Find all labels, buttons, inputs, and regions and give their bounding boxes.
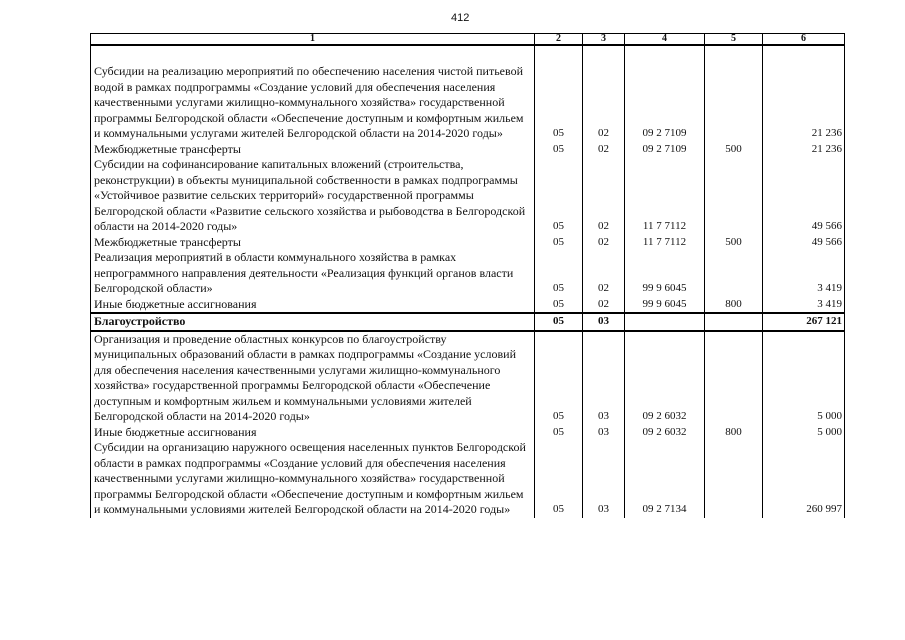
row-description: Межбюджетные трансферты bbox=[91, 142, 535, 158]
row-rz: 05 bbox=[535, 331, 583, 425]
row-rz: 05 bbox=[535, 142, 583, 158]
header-row bbox=[91, 34, 845, 46]
row-pr: 03 bbox=[583, 313, 625, 331]
row-vr bbox=[705, 250, 763, 297]
row-rz: 05 bbox=[535, 425, 583, 441]
row-rz: 05 bbox=[535, 157, 583, 235]
row-pr: 03 bbox=[583, 425, 625, 441]
row-vr: 800 bbox=[705, 297, 763, 314]
row-sum: 49 566 bbox=[763, 157, 845, 235]
page-number: 412 bbox=[451, 12, 470, 24]
table-row bbox=[91, 425, 845, 441]
row-csr: 09 2 7134 bbox=[625, 440, 705, 518]
row-csr: 09 2 6032 bbox=[625, 425, 705, 441]
row-csr: 09 2 6032 bbox=[625, 331, 705, 425]
row-sum: 260 997 bbox=[763, 440, 845, 518]
row-vr bbox=[705, 157, 763, 235]
row-csr: 11 7 7112 bbox=[625, 157, 705, 235]
row-sum: 5 000 bbox=[763, 331, 845, 425]
table-row bbox=[91, 331, 845, 425]
row-description: Иные бюджетные ассигнования bbox=[91, 425, 535, 441]
row-vr: 500 bbox=[705, 142, 763, 158]
row-csr: 99 9 6045 bbox=[625, 297, 705, 314]
row-pr: 02 bbox=[583, 235, 625, 251]
table-row bbox=[91, 157, 845, 235]
row-rz: 05 bbox=[535, 250, 583, 297]
row-csr bbox=[625, 313, 705, 331]
row-vr: 800 bbox=[705, 425, 763, 441]
section-row bbox=[91, 313, 845, 331]
budget-table bbox=[90, 33, 845, 518]
header-col-2: 2 bbox=[535, 34, 583, 46]
row-sum: 3 419 bbox=[763, 250, 845, 297]
row-csr: 99 9 6045 bbox=[625, 250, 705, 297]
header-col-3: 3 bbox=[583, 34, 625, 46]
row-sum: 5 000 bbox=[763, 425, 845, 441]
row-vr bbox=[705, 331, 763, 425]
table-row bbox=[91, 297, 845, 314]
section-title: Благоустройство bbox=[91, 313, 535, 331]
row-pr: 02 bbox=[583, 297, 625, 314]
row-pr: 02 bbox=[583, 157, 625, 235]
row-vr: 500 bbox=[705, 235, 763, 251]
row-description: Субсидии на софинансирование капитальных вложений (строительства, реконструкции) в объекты муниципальной собственности в рамках подпрограммы «Устойчивое развитие сельских территорий» государственной программы Белгородской области «Развитие сельского хозяйства и рыбоводства в Белгородской области на 2014-2020 годы» bbox=[91, 157, 535, 235]
row-sum: 3 419 bbox=[763, 297, 845, 314]
row-description: Реализация мероприятий в области коммунального хозяйства в рамках непрограммного направления деятельности «Реализация функций органов власти Белгородской области» bbox=[91, 250, 535, 297]
row-pr: 02 bbox=[583, 250, 625, 297]
row-csr: 09 2 7109 bbox=[625, 142, 705, 158]
row-vr bbox=[705, 64, 763, 142]
row-pr: 03 bbox=[583, 331, 625, 425]
header-col-5: 5 bbox=[705, 34, 763, 46]
row-pr: 02 bbox=[583, 142, 625, 158]
row-sum: 49 566 bbox=[763, 235, 845, 251]
section-sum: 267 121 bbox=[763, 313, 845, 331]
table-row bbox=[91, 440, 845, 518]
row-csr: 11 7 7112 bbox=[625, 235, 705, 251]
header-col-6: 6 bbox=[763, 34, 845, 46]
row-csr: 09 2 7109 bbox=[625, 64, 705, 142]
spacer-row bbox=[91, 45, 845, 64]
table-row bbox=[91, 250, 845, 297]
header-col-1: 1 bbox=[91, 34, 535, 46]
header-col-4: 4 bbox=[625, 34, 705, 46]
row-description: Межбюджетные трансферты bbox=[91, 235, 535, 251]
row-vr bbox=[705, 440, 763, 518]
row-pr: 02 bbox=[583, 64, 625, 142]
row-sum: 21 236 bbox=[763, 142, 845, 158]
table-row bbox=[91, 142, 845, 158]
row-description: Иные бюджетные ассигнования bbox=[91, 297, 535, 314]
row-description: Субсидии на организацию наружного освещения населенных пунктов Белгородской области в рамках подпрограммы «Создание условий для обеспечения населения качественными услугами жилищно-коммунального хозяйства» государственной программы Белгородской области «Обеспечение доступным и комфортным жильем и коммунальными условиями жителей Белгородской области на 2014-2020 годы» bbox=[91, 440, 535, 518]
row-rz: 05 bbox=[535, 297, 583, 314]
row-description: Субсидии на реализацию мероприятий по обеспечению населения чистой питьевой водой в рамках подпрограммы «Создание условий для обеспечения населения качественными услугами жилищно-коммунального хозяйства» государственной программы Белгородской области «Обеспечение доступным и комфортным жильем и коммунальными услугами жителей Белгородской области на 2014-2020 годы» bbox=[91, 64, 535, 142]
row-pr: 03 bbox=[583, 440, 625, 518]
row-description: Организация и проведение областных конкурсов по благоустройству муниципальных образований области в рамках подпрограммы «Создание условий для обеспечения населения качественными услугами жилищно-коммунального хозяйства» государственной программы Белгородской области «Обеспечение доступным и комфортным жильем и коммунальными условиями жителей Белгородской области на 2014-2020 годы» bbox=[91, 331, 535, 425]
table-row bbox=[91, 64, 845, 142]
row-vr bbox=[705, 313, 763, 331]
table-row bbox=[91, 235, 845, 251]
row-rz: 05 bbox=[535, 440, 583, 518]
row-sum: 21 236 bbox=[763, 64, 845, 142]
row-rz: 05 bbox=[535, 313, 583, 331]
row-rz: 05 bbox=[535, 64, 583, 142]
row-rz: 05 bbox=[535, 235, 583, 251]
